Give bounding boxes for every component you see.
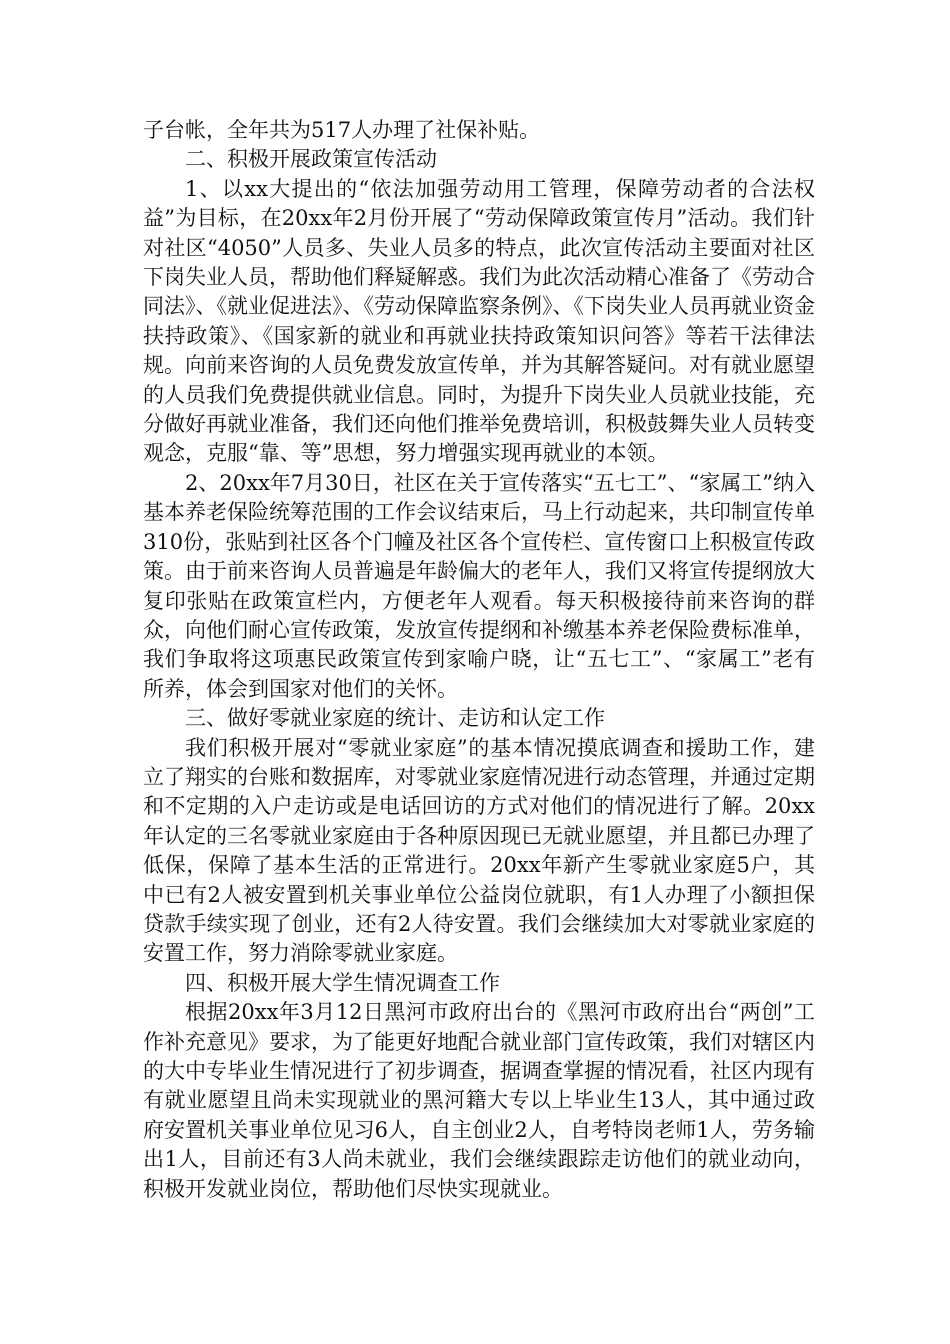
paragraph-pension-publicity: 2、20xx年7月30日，社区在关于宣传落实“五七工”、“家属工”纳入基本养老保险统筹范围的工作会议结束后，马上行动起来，共印制宣传单310份，张贴到社区各个门幢及社区各个宣传栏、宣传窗口上积极宣传政策。由于前来咨询人员普遍是年龄偏大的老年人，我们又将宣传提纲放大复印张贴在政策宣栏内，方便老年人观看。每天积极接待前来咨询的群众，向他们耐心宣传政策，发放宣传提纲和补缴基本养老保险费标准单，我们争取将这项惠民政策宣传到家喻户晓，让“五七工”、“家属工”老有所养，体会到国家对他们的关怀。 xyxy=(143,470,815,701)
section-heading-graduate-survey: 四、积极开展大学生情况调查工作 xyxy=(185,970,500,995)
paragraph-graduate-survey: 根据20xx年3月12日黑河市政府出台的《黑河市政府出台“两创”工作补充意见》要求，为了能更好地配合就业部门宣传政策，我们对辖区内的大中专毕业生情况进行了初步调查，据调查掌握的情况看，社区内现有有就业愿望且尚未实现就业的黑河籍大专以上毕业生13人，其中通过政府安置机关事业单位见习6人，自主创业2人，自考特岗老师1人，劳务输出1人，目前还有3人尚未就业，我们会继续跟踪走访他们的就业动向，积极开发就业岗位，帮助他们尽快实现就业。 xyxy=(143,1000,815,1201)
section-heading-zero-employment: 三、做好零就业家庭的统计、走访和认定工作 xyxy=(185,706,605,731)
paragraph-intro-fragment: 子台帐，全年共为517人办理了社保补贴。 xyxy=(143,118,541,142)
paragraph-publicity-month: 1、以xx大提出的“依法加强劳动用工管理，保障劳动者的合法权益”为目标，在20xx年2月份开展了“劳动保障政策宣传月”活动。我们针对社区“4050”人员多、失业人员多的特点，此次宣传活动主要面对社区下岗失业人员，帮助他们释疑解惑。我们为此次活动精心准备了《劳动合同法》、《就业促进法》、《劳动保障监察条例》、《下岗失业人员再就业资金扶持政策》、《国家新的就业和再就业扶持政策知识问答》等若干法律法规。向前来咨询的人员免费发放宣传单，并为其解答疑问。对有就业愿望的人员我们免费提供就业信息。同时，为提升下岗失业人员就业技能，充分做好再就业准备，我们还向他们推举免费培训，积极鼓舞失业人员转变观念，克服“靠、等”思想，努力增强实现再就业的本领。 xyxy=(143,176,815,466)
document-body xyxy=(143,116,815,1204)
section-heading-policy-publicity: 二、积极开展政策宣传活动 xyxy=(185,147,437,172)
paragraph-zero-employment: 我们积极开展对“零就业家庭”的基本情况摸底调查和援助工作，建立了翔实的台账和数据库，对零就业家庭情况进行动态管理，并通过定期和不定期的入户走访或是电话回访的方式对他们的情况进行了解。20xx年认定的三名零就业家庭由于各种原因现已无就业愿望，并且都已办理了低保，保障了基本生活的正常进行。20xx年新产生零就业家庭5户，其中已有2人被安置到机关事业单位公益岗位就职，有1人办理了小额担保贷款手续实现了创业，还有2人待安置。我们会继续加大对零就业家庭的安置工作，努力消除零就业家庭。 xyxy=(143,735,815,966)
